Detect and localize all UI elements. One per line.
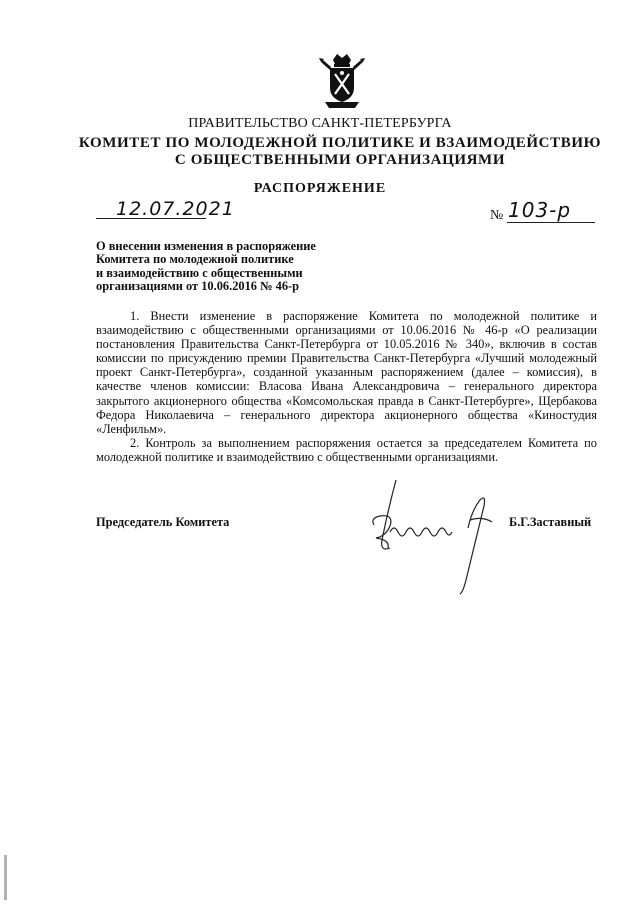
committee-title-line1: КОМИТЕТ ПО МОЛОДЕЖНОЙ ПОЛИТИКЕ И ВЗАИМОДЕЙСТВИЮ (78, 135, 602, 151)
document-number: 103-р (508, 198, 572, 222)
committee-title (60, 135, 620, 169)
signer-name: Б.Г.Заставный (509, 515, 592, 529)
document-subject (96, 240, 396, 294)
body-paragraph-2: 2. Контроль за выполнением распоряжения остается за председателем Комитета по молодежной политике и взаимодействию с общественными организациями. (96, 435, 597, 464)
subject-line3: и взаимодействию с общественными (96, 265, 303, 280)
body-paragraph-1: 1. Внести изменение в распоряжение Комитета по молодежной политике и взаимодействию с общественными организациями от 10.06.2016 № 46-р «О реализации постановления Правительства Санкт-Петербурга от 10.05.2016 № 340», включив в состав комиссии по присуждению премии Правительства Санкт-Петербурга «Лучший молодежный проект Санкт-Петербурга», созданной указанным распоряжением (далее – комиссия), в качестве членов комиссии: Власова Ивана Александровича – генерального директора закрытого акционерного общества «Комсомольская правда в Санкт-Петербурге», Щербакова Федора Николаевича – генерального директора акционерного общества «Киностудия «Ленфильм». (96, 309, 597, 436)
margin-marks (3, 855, 9, 900)
document-type: РАСПОРЯЖЕНИЕ (253, 181, 387, 196)
number-label: № (490, 208, 504, 223)
subject-line4: организациями от 10.06.2016 № 46-р (96, 279, 300, 294)
signer-position: Председатель Комитета (96, 515, 230, 529)
subject-line1: О внесении изменения в распоряжение (96, 239, 316, 253)
handwritten-signature (360, 470, 510, 600)
committee-title-line2: С ОБЩЕСТВЕННЫМИ ОРГАНИЗАЦИЯМИ (174, 152, 506, 168)
subject-line2: Комитета по молодежной политике (96, 252, 294, 267)
coat-of-arms-emblem (319, 52, 365, 110)
document-date: 12.07.2021 (116, 198, 235, 220)
date-underline (96, 218, 206, 219)
number-underline (507, 222, 595, 223)
document-body (96, 309, 597, 464)
government-title: ПРАВИТЕЛЬСТВО САНКТ-ПЕТЕРБУРГА (188, 116, 452, 131)
